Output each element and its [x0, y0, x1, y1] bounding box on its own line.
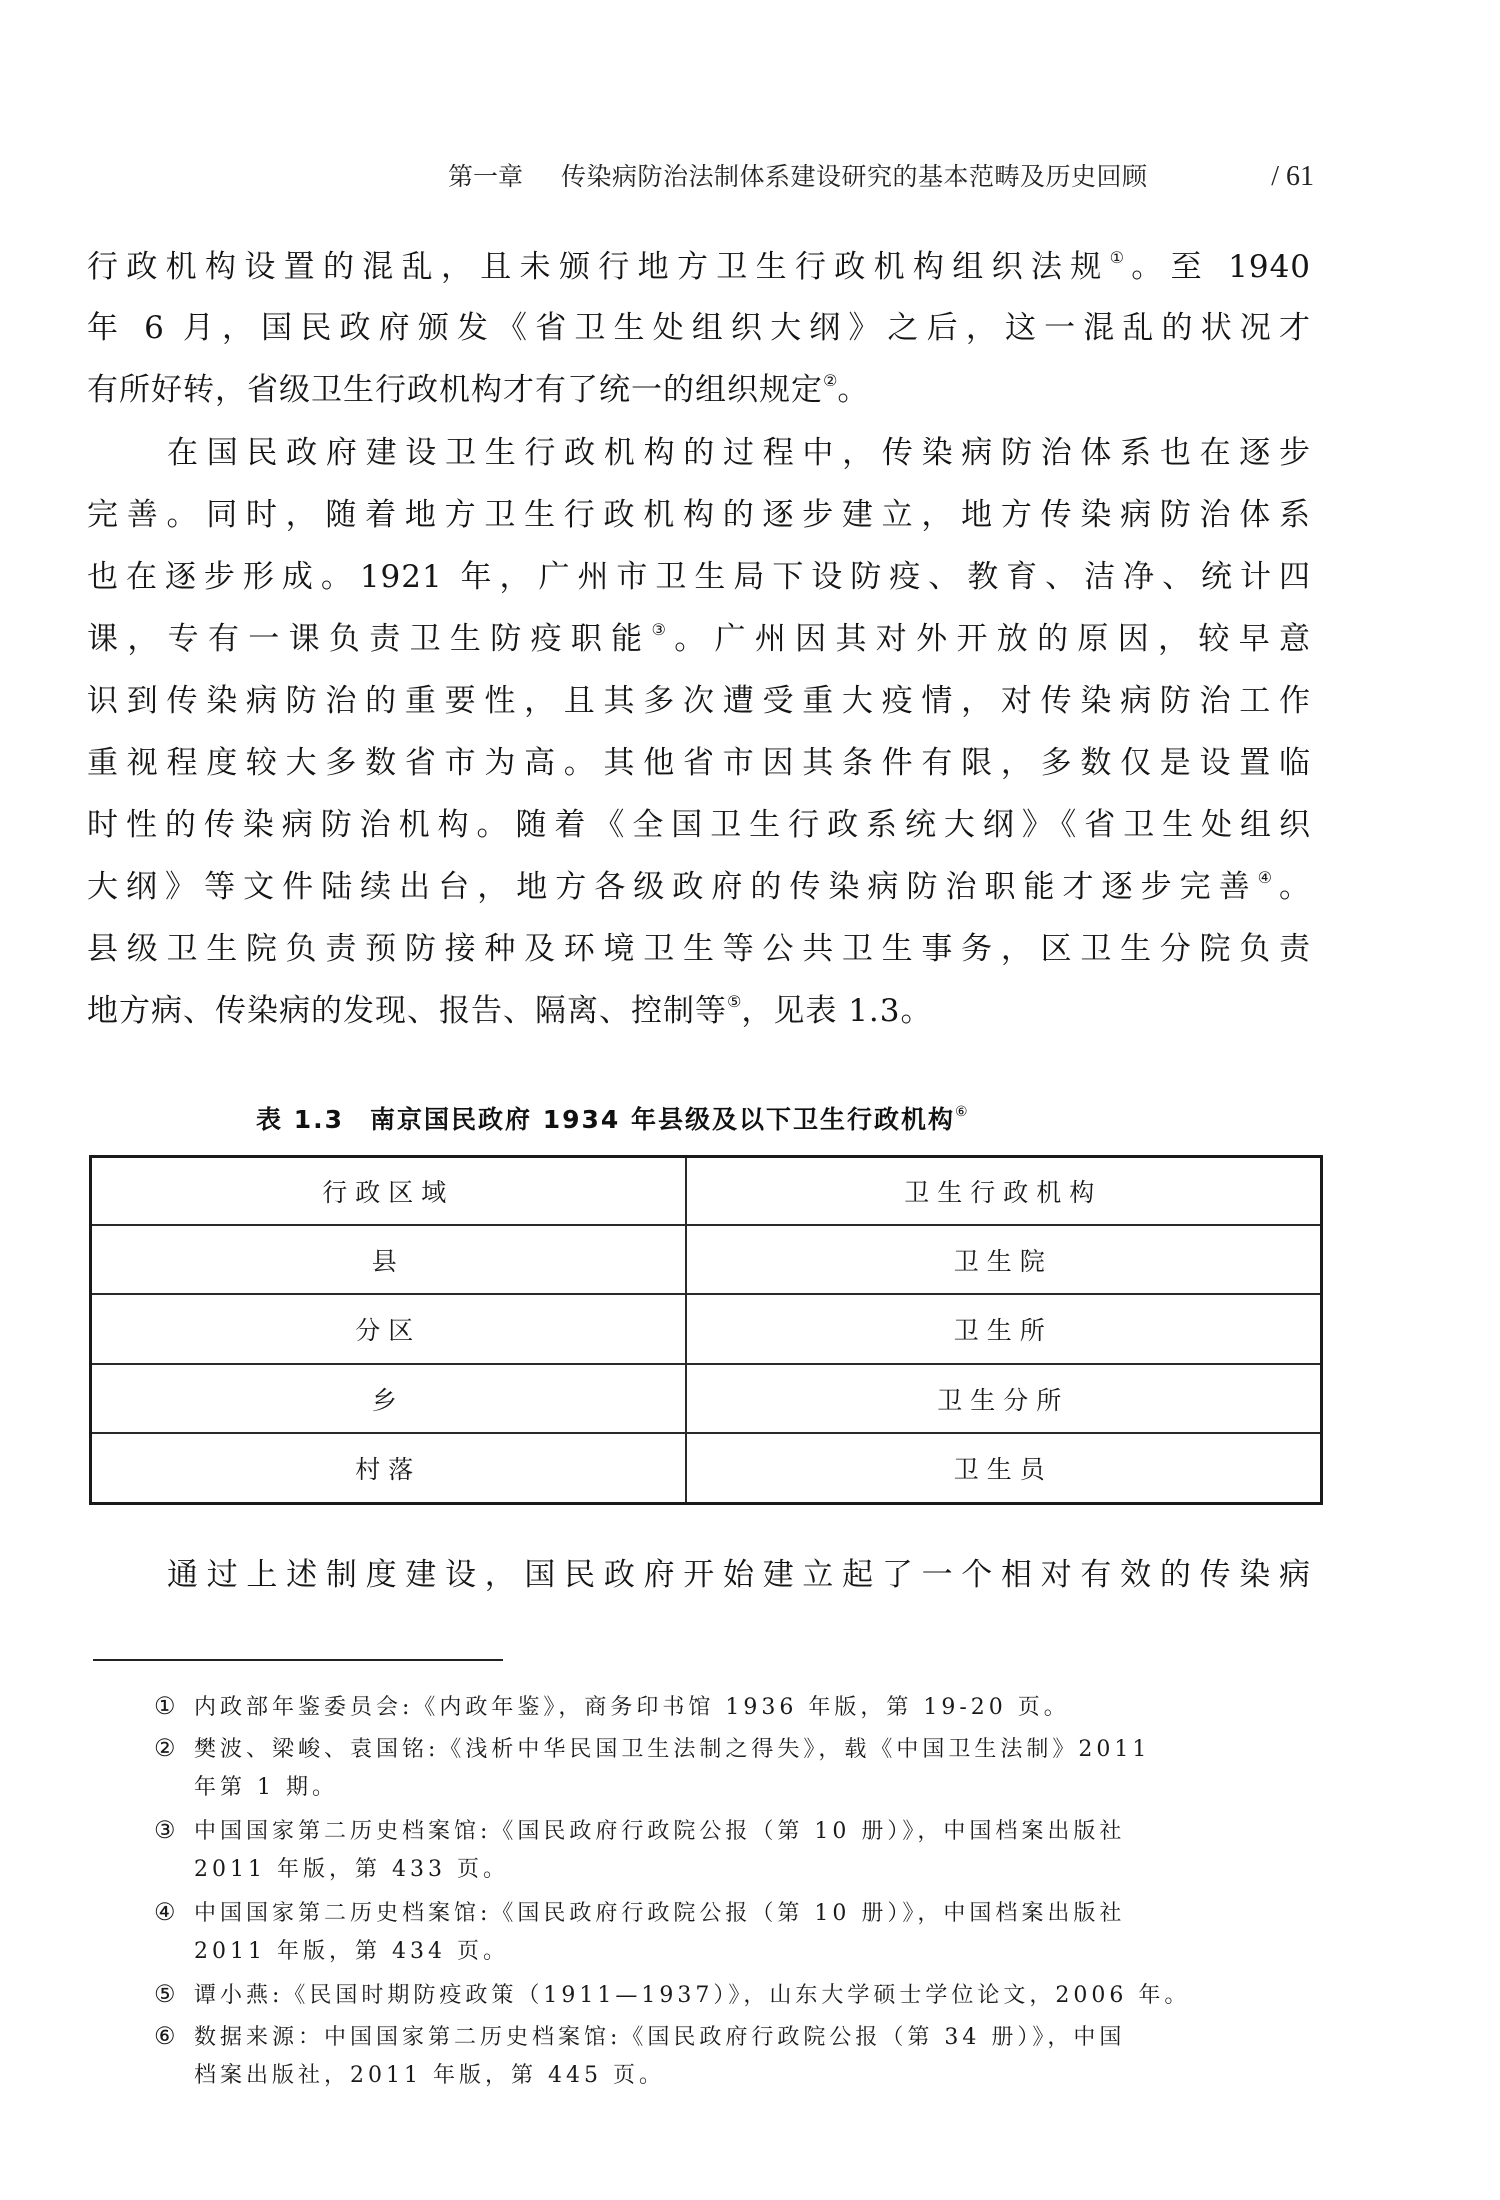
line-text: 在国民政府建设卫生行政机构的过程中，传染病防治体系也在逐步 [167, 435, 1311, 471]
footnote-text: 2011 年版，第 433 页。 [194, 1857, 509, 1882]
footnote-ref-2[interactable]: ② [823, 371, 838, 390]
footnote-mark: ① [154, 1692, 176, 1720]
column-header-agency: 卫生行政机构 [686, 1157, 1322, 1226]
paragraph-2-line-10 [87, 986, 1311, 1036]
footnote-ref-5[interactable]: ⑤ [727, 992, 742, 1011]
line-text: 行政机构设置的混乱，且未颁行地方卫生行政机构组织法规 [87, 249, 1110, 285]
paragraph-2-line-4 [87, 614, 1311, 664]
line-text: 时性的传染病防治机构。随着《全国卫生行政系统大纲》《省卫生处组织 [87, 807, 1311, 843]
footnote-text: 数据来源：中国国家第二历史档案馆:《国民政府行政院公报（第 34 册）》，中国 [194, 2025, 1126, 2050]
admin-structure-table [89, 1155, 1323, 1505]
cell-region: 村落 [91, 1433, 686, 1503]
paragraph-2-line-3 [87, 552, 1311, 602]
paragraph-2-line-7 [87, 800, 1311, 850]
paragraph-2-line-9 [87, 924, 1311, 974]
line-text: 识到传染病防治的重要性，且其多次遭受重大疫情，对传染病防治工作 [87, 683, 1311, 719]
running-header [448, 160, 1314, 194]
footnote-5 [154, 1976, 1254, 2012]
paragraph-1-line-3 [87, 365, 1311, 415]
line-text-after: ，见表 1.3。 [741, 993, 933, 1029]
paragraph-2-line-1 [167, 428, 1311, 478]
footnote-3-cont [194, 1852, 1294, 1888]
cell-agency: 卫生院 [686, 1225, 1322, 1294]
line-text: 地方病、传染病的发现、报告、隔离、控制等 [87, 993, 727, 1029]
footnote-text: 2011 年版，第 434 页。 [194, 1939, 509, 1964]
table-header-row [91, 1157, 1322, 1226]
paragraph-1-line-2 [87, 303, 1311, 353]
cell-region: 分区 [91, 1294, 686, 1363]
line-text-after: 。广州因其对外开放的原因，较早意 [674, 621, 1312, 657]
footnote-mark: ② [154, 1734, 176, 1762]
footnote-mark: ③ [154, 1816, 176, 1844]
line-text: 完善。同时，随着地方卫生行政机构的逐步建立，地方传染病防治体系 [87, 497, 1311, 533]
paragraph-3-line-1 [167, 1550, 1311, 1600]
line-text: 县级卫生院负责预防接种及环境卫生等公共卫生事务，区卫生分院负责 [87, 931, 1311, 967]
footnote-divider [93, 1659, 503, 1661]
footnote-text: 谭小燕:《民国时期防疫政策（1911—1937）》，山东大学硕士学位论文，2006 年。 [194, 1983, 1191, 2008]
line-text: 大纲》等文件陆续出台，地方各级政府的传染病防治职能才逐步完善 [87, 869, 1258, 905]
line-text: 通过上述制度建设，国民政府开始建立起了一个相对有效的传染病 [167, 1557, 1311, 1593]
paragraph-2-line-2 [87, 490, 1311, 540]
paragraph-2-line-6 [87, 738, 1311, 788]
footnote-text: 内政部年鉴委员会:《内政年鉴》，商务印书馆 1936 年版，第 19-20 页。 [194, 1695, 1070, 1720]
table-row [91, 1225, 1322, 1294]
footnote-6 [154, 2018, 1254, 2054]
paragraph-1-line-1 [87, 242, 1311, 292]
column-header-region: 行政区域 [91, 1157, 686, 1226]
table-row [91, 1364, 1322, 1433]
footnote-1 [154, 1688, 1254, 1724]
line-text-after: 。至 1940 [1131, 249, 1312, 285]
line-text: 也在逐步形成。1921 年，广州市卫生局下设防疫、教育、洁净、统计四 [87, 559, 1311, 595]
line-text: 有所好转，省级卫生行政机构才有了统一的组织规定 [87, 372, 823, 408]
footnote-text: 年第 1 期。 [194, 1775, 338, 1800]
line-text: 课，专有一课负责卫生防疫职能 [87, 621, 652, 657]
cell-agency: 卫生分所 [686, 1364, 1322, 1433]
footnote-6-cont [194, 2058, 1294, 2094]
line-text: 年 6 月，国民政府颁发《省卫生处组织大纲》之后，这一混乱的状况才 [87, 310, 1311, 346]
table-title: 南京国民政府 1934 年县级及以下卫生行政机构 [370, 1105, 955, 1134]
footnote-mark: ④ [154, 1898, 176, 1926]
cell-region: 乡 [91, 1364, 686, 1433]
table-row [91, 1433, 1322, 1503]
footnote-text: 樊波、梁峻、袁国铭:《浅析中华民国卫生法制之得失》，载《中国卫生法制》2011 [194, 1737, 1151, 1762]
chapter-title: 传染病防治法制体系建设研究的基本范畴及历史回顾 [561, 162, 1148, 191]
chapter-label: 第一章 [448, 162, 524, 191]
line-text-after: 。 [837, 372, 870, 408]
footnote-mark: ⑤ [154, 1980, 176, 2008]
footnote-ref-3[interactable]: ③ [651, 620, 675, 639]
footnote-2 [154, 1730, 1254, 1766]
table-caption [256, 1102, 1156, 1138]
page-number: / 61 [1271, 161, 1314, 192]
footnote-mark: ⑥ [154, 2022, 176, 2050]
paragraph-2-line-8 [87, 862, 1311, 912]
table-number: 表 1.3 [256, 1105, 344, 1134]
footnote-4-cont [194, 1934, 1294, 1970]
cell-agency: 卫生所 [686, 1294, 1322, 1363]
footnote-2-cont [194, 1770, 1294, 1806]
footnote-ref-4[interactable]: ④ [1257, 868, 1280, 887]
footnote-ref-1[interactable]: ① [1109, 248, 1132, 267]
footnote-ref-6[interactable]: ⑥ [955, 1104, 970, 1120]
cell-region: 县 [91, 1225, 686, 1294]
footnote-text: 中国国家第二历史档案馆:《国民政府行政院公报（第 10 册）》，中国档案出版社 [194, 1819, 1126, 1844]
cell-agency: 卫生员 [686, 1433, 1322, 1503]
line-text: 重视程度较大多数省市为高。其他省市因其条件有限，多数仅是设置临 [87, 745, 1311, 781]
footnote-4 [154, 1894, 1254, 1930]
table-row [91, 1294, 1322, 1363]
footnote-3 [154, 1812, 1254, 1848]
footnote-text: 档案出版社，2011 年版，第 445 页。 [194, 2063, 665, 2088]
paragraph-2-line-5 [87, 676, 1311, 726]
footnote-text: 中国国家第二历史档案馆:《国民政府行政院公报（第 10 册）》，中国档案出版社 [194, 1901, 1126, 1926]
line-text-after: 。 [1279, 869, 1312, 905]
